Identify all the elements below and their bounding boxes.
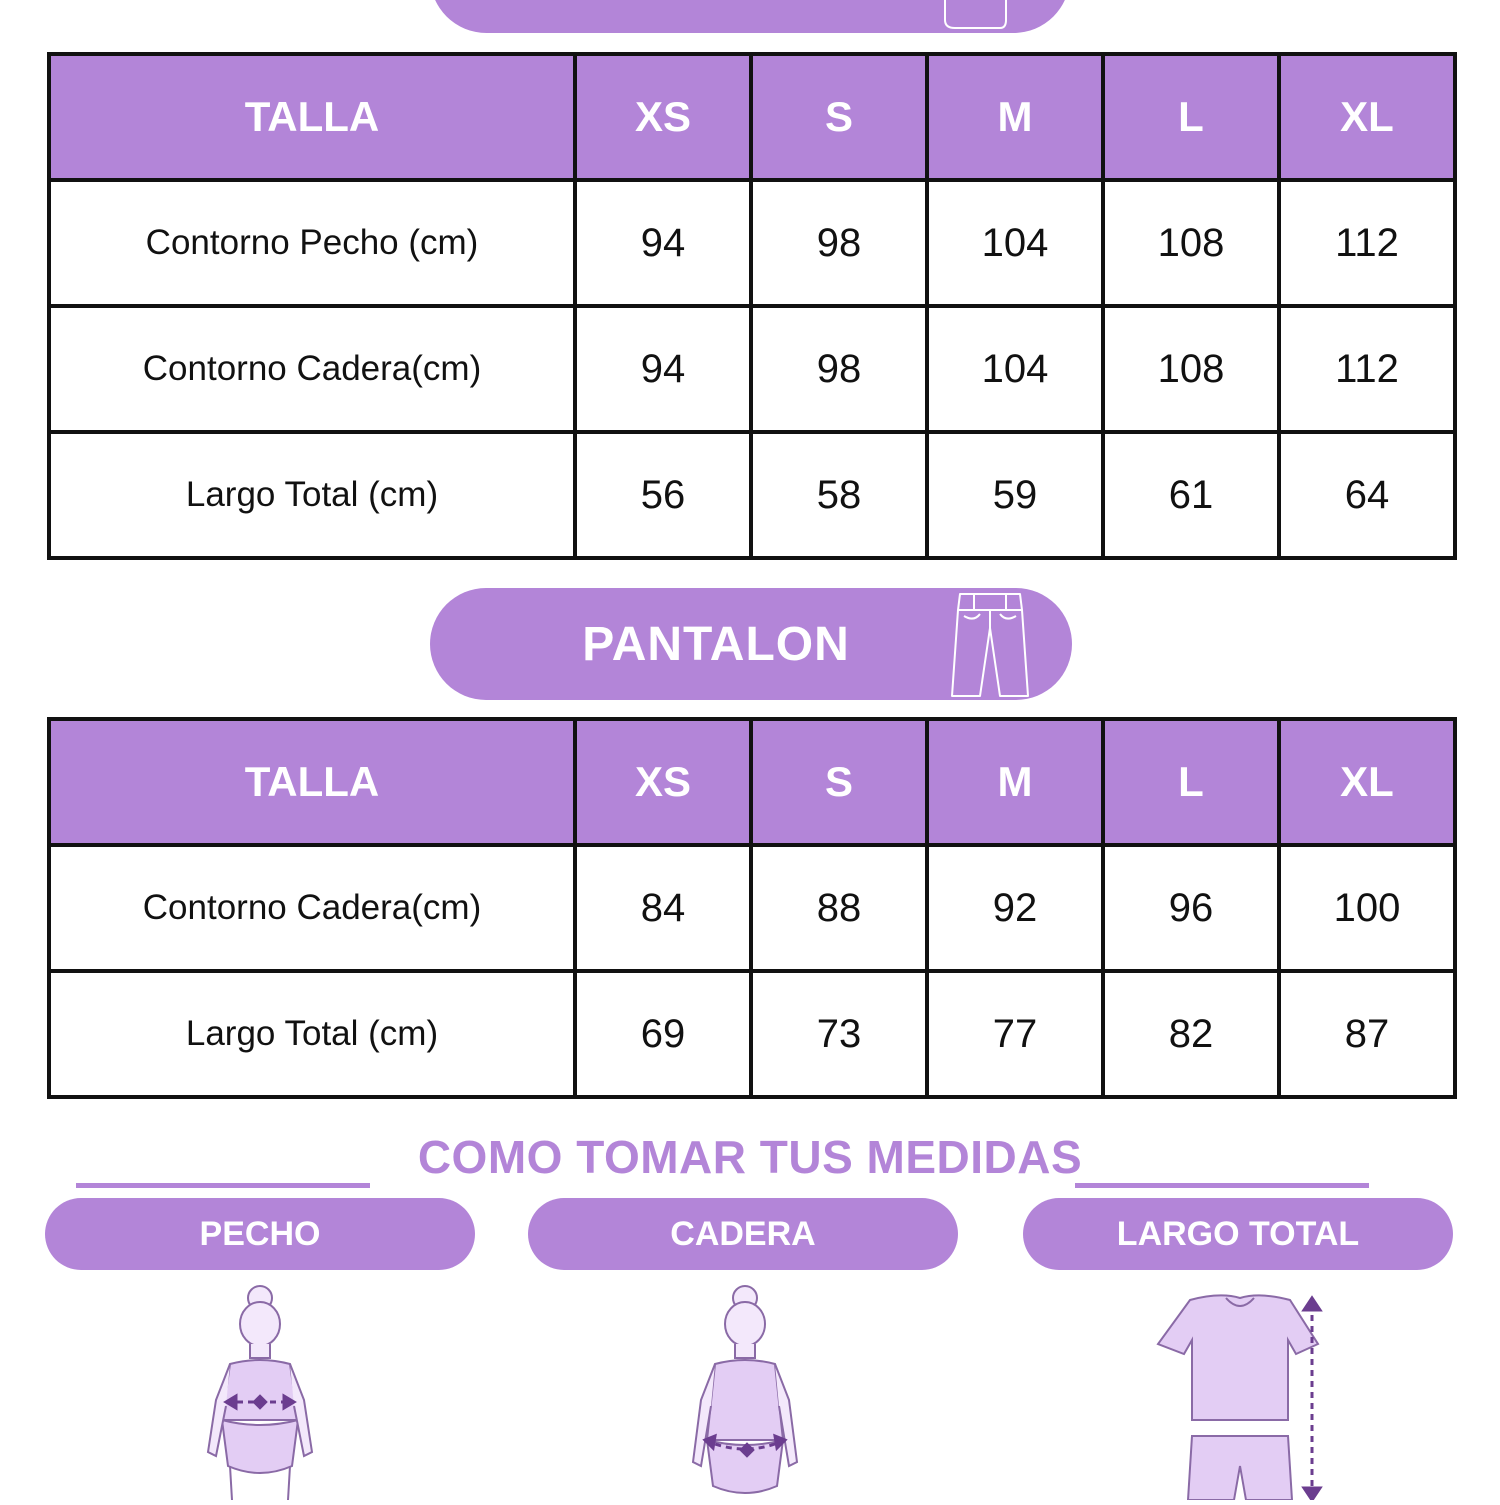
table-row xyxy=(49,180,1455,306)
table-cell: 94 xyxy=(575,306,751,432)
table-cell: 56 xyxy=(575,432,751,558)
top-size-table xyxy=(47,52,1457,560)
largo-total-pill: LARGO TOTAL xyxy=(1023,1198,1453,1270)
table-cell: 96 xyxy=(1103,845,1279,971)
table-cell: 84 xyxy=(575,845,751,971)
table-cell: 58 xyxy=(751,432,927,558)
size-header: S xyxy=(751,719,927,845)
table-cell: 98 xyxy=(751,306,927,432)
table-cell: 104 xyxy=(927,306,1103,432)
table-cell: 69 xyxy=(575,971,751,1097)
size-header: XS xyxy=(575,54,751,180)
table-cell: 88 xyxy=(751,845,927,971)
table-cell: 59 xyxy=(927,432,1103,558)
table-cell: 104 xyxy=(927,180,1103,306)
talla-header: TALLA xyxy=(49,719,575,845)
length-measure-figure xyxy=(1140,1288,1340,1505)
table-row xyxy=(49,306,1455,432)
table-cell: 73 xyxy=(751,971,927,1097)
row-label: Contorno Pecho (cm) xyxy=(49,180,575,306)
table-row xyxy=(49,971,1455,1097)
table-cell: 112 xyxy=(1279,306,1455,432)
size-header: XL xyxy=(1279,54,1455,180)
table-row xyxy=(49,845,1455,971)
shirt-icon xyxy=(940,0,1010,35)
talla-header: TALLA xyxy=(49,54,575,180)
hip-measure-figure xyxy=(665,1280,825,1505)
how-to-measure-title: COMO TOMAR TUS MEDIDAS xyxy=(417,1131,1083,1183)
pantalon-pill xyxy=(430,588,1072,700)
table-cell: 108 xyxy=(1103,306,1279,432)
pantalon-size-table xyxy=(47,717,1457,1099)
size-header: S xyxy=(751,54,927,180)
row-label: Contorno Cadera(cm) xyxy=(49,845,575,971)
table-cell: 77 xyxy=(927,971,1103,1097)
row-label: Contorno Cadera(cm) xyxy=(49,306,575,432)
row-label: Largo Total (cm) xyxy=(49,432,575,558)
row-label: Largo Total (cm) xyxy=(49,971,575,1097)
size-header: L xyxy=(1103,54,1279,180)
table-cell: 98 xyxy=(751,180,927,306)
table-cell: 94 xyxy=(575,180,751,306)
table-cell: 64 xyxy=(1279,432,1455,558)
size-header: M xyxy=(927,719,1103,845)
table-cell: 100 xyxy=(1279,845,1455,971)
size-header: XS xyxy=(575,719,751,845)
table-header-row xyxy=(49,54,1455,180)
pantalon-title: PANTALON xyxy=(582,617,850,671)
cadera-pill: CADERA xyxy=(528,1198,958,1270)
table-cell: 82 xyxy=(1103,971,1279,1097)
table-cell: 108 xyxy=(1103,180,1279,306)
chest-measure-figure xyxy=(180,1280,340,1505)
table-cell: 92 xyxy=(927,845,1103,971)
table-cell: 112 xyxy=(1279,180,1455,306)
pecho-pill: PECHO xyxy=(45,1198,475,1270)
top-section-pill xyxy=(430,0,1070,33)
size-header: XL xyxy=(1279,719,1455,845)
size-header: M xyxy=(927,54,1103,180)
pants-icon xyxy=(950,588,1030,712)
table-header-row xyxy=(49,719,1455,845)
table-cell: 87 xyxy=(1279,971,1455,1097)
table-row xyxy=(49,432,1455,558)
table-cell: 61 xyxy=(1103,432,1279,558)
size-header: L xyxy=(1103,719,1279,845)
